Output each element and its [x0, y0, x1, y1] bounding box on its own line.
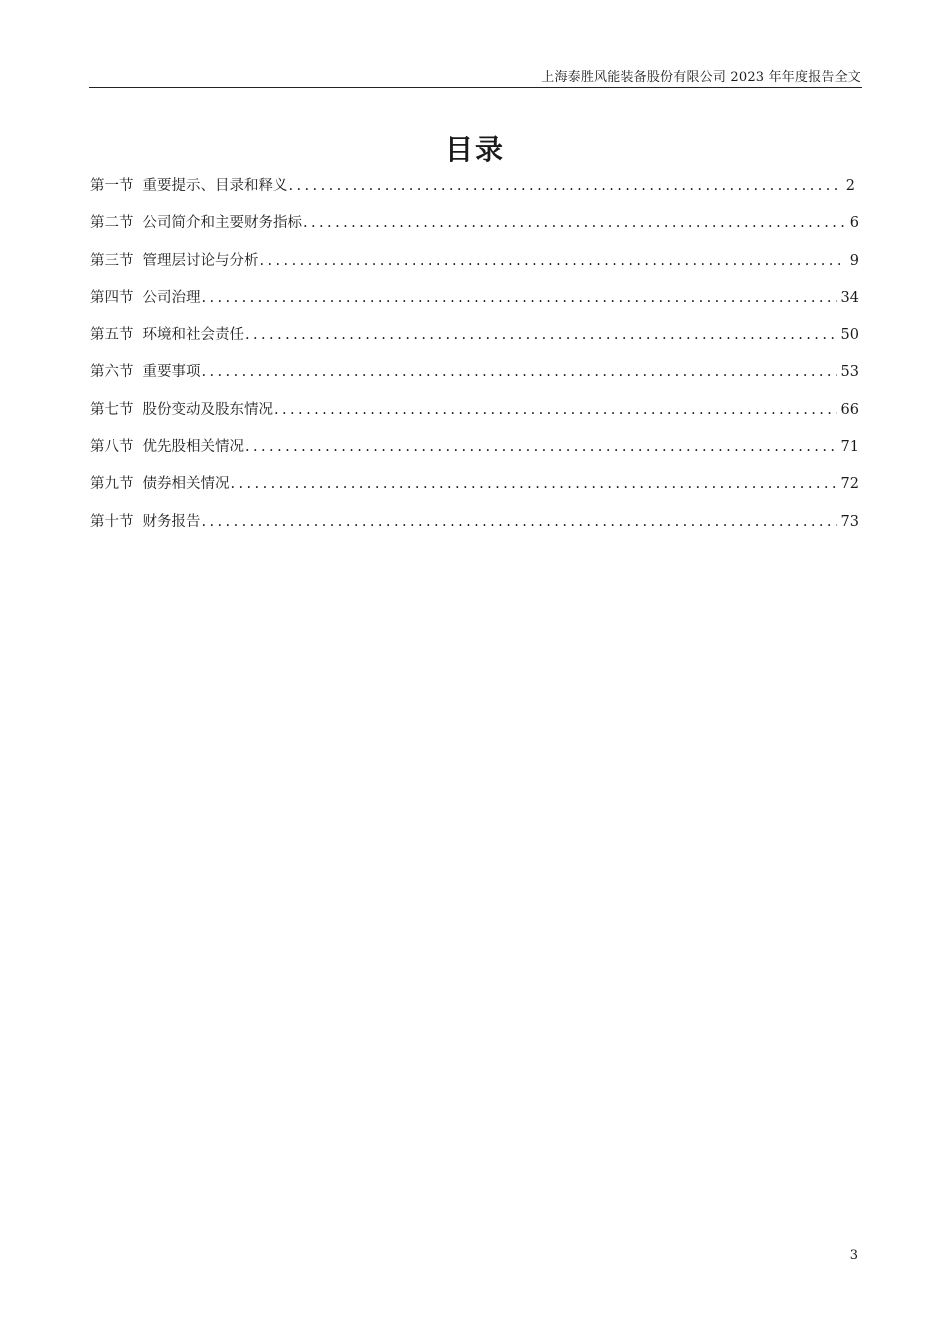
- toc-dot-leader: [202, 510, 837, 534]
- toc-section-number: 第十节: [90, 513, 134, 530]
- toc-dot-leader: [245, 323, 837, 347]
- toc-page-number: 9: [849, 252, 859, 269]
- toc-section-title: 股份变动及股东情况: [142, 401, 273, 418]
- toc-section-number: 第六节: [90, 364, 134, 381]
- toc-section-number: 第一节: [90, 178, 134, 194]
- toc-section-number: 第五节: [90, 327, 134, 344]
- toc-entry[interactable]: [90, 249, 859, 286]
- toc-page-number: 2: [845, 178, 855, 194]
- toc-section-title: 公司治理: [142, 289, 201, 306]
- toc-page-number: 66: [840, 401, 859, 418]
- toc-entry[interactable]: [90, 323, 859, 360]
- toc-page-number: 50: [840, 327, 859, 344]
- toc-dot-leader: [274, 398, 837, 422]
- toc-section-title: 公司简介和主要财务指标: [142, 215, 302, 232]
- toc-section-title: 环境和社会责任: [142, 327, 244, 344]
- toc-dot-leader: [231, 472, 837, 496]
- toc-entry[interactable]: [90, 435, 859, 472]
- toc-page-number: 53: [840, 364, 859, 381]
- toc-entry[interactable]: [90, 398, 859, 435]
- toc-dot-leader: [202, 360, 837, 384]
- toc-page-number: 72: [840, 476, 859, 493]
- table-of-contents: [90, 174, 859, 547]
- toc-dot-leader: [260, 249, 846, 273]
- toc-entry[interactable]: [90, 472, 859, 509]
- toc-dot-leader: [245, 435, 837, 459]
- toc-title: 目录: [444, 133, 505, 166]
- toc-entry[interactable]: [90, 286, 859, 323]
- running-header: 上海泰胜风能装备股份有限公司 2023 年年度报告全文: [541, 70, 861, 85]
- toc-section-title: 重要提示、目录和释义: [142, 178, 288, 194]
- header-divider: [89, 87, 862, 88]
- toc-page-number: 34: [840, 289, 859, 306]
- toc-section-number: 第八节: [90, 439, 134, 456]
- toc-entry[interactable]: [90, 510, 859, 547]
- toc-page-number: 71: [840, 439, 859, 456]
- toc-entry[interactable]: [90, 360, 859, 397]
- toc-dot-leader: [303, 211, 846, 235]
- toc-section-number: 第九节: [90, 476, 134, 493]
- toc-section-number: 第四节: [90, 289, 134, 306]
- toc-dot-leader: [289, 174, 842, 198]
- page-number: 3: [849, 1248, 858, 1263]
- toc-section-number: 第七节: [90, 401, 134, 418]
- toc-section-number: 第三节: [90, 252, 134, 269]
- toc-section-title: 优先股相关情况: [142, 439, 244, 456]
- toc-page-number: 73: [840, 513, 859, 530]
- toc-section-title: 重要事项: [142, 364, 201, 381]
- toc-section-title: 财务报告: [142, 513, 201, 530]
- toc-section-number: 第二节: [90, 215, 134, 232]
- toc-dot-leader: [202, 286, 837, 310]
- toc-entry[interactable]: [90, 211, 859, 248]
- toc-section-title: 管理层讨论与分析: [142, 252, 259, 269]
- toc-entry[interactable]: [90, 174, 859, 211]
- toc-section-title: 债券相关情况: [142, 476, 230, 493]
- toc-page-number: 6: [849, 215, 859, 232]
